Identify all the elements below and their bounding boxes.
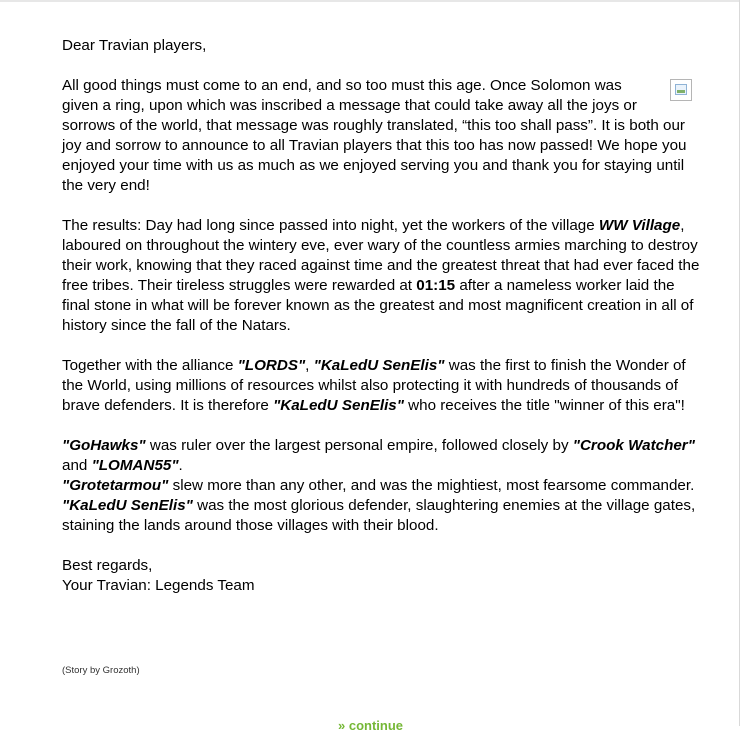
runner-up-2: "LOMAN55" (91, 457, 179, 474)
attacker-text: slew more than any other, and was the mightiest, most fearsome commander. (168, 477, 695, 494)
defender-text: was the most glorious defender, slaughtering enemies at the village gates, staining the lands around those villages with their blood. (62, 497, 696, 534)
right-divider (739, 0, 740, 726)
paragraph-results (62, 216, 702, 336)
announcement-letter (62, 36, 702, 596)
empire-player: "GoHawks" (62, 437, 146, 454)
greeting: Dear Travian players, (62, 37, 207, 54)
period-text: . (178, 457, 183, 474)
empire-text: was ruler over the largest personal empire, followed closely by (145, 437, 573, 454)
defender-player: "KaLedU SenElis" (62, 497, 193, 514)
winner-text-1: Together with the alliance (62, 357, 238, 374)
winner-name-2: "KaLedU SenElis" (273, 397, 404, 414)
continue-link[interactable]: » continue (338, 718, 404, 733)
finish-time: 01:15 (416, 277, 456, 294)
intro-text: All good things must come to an end, and so too must this age. Once Solomon was given a ring, upon which was inscribed a message that could take away all the joys or sorrows of the world, that message was roughly translated, “this too shall pass”. It is both our joy and sorrow to announce to all Travian players that this too has now passed! We hope you enjoyed your time with us as much as we enjoyed serving you and thank you for staying until the very end! (62, 77, 687, 194)
attacker-player: "Grotetarmou" (62, 477, 169, 494)
signature: Your Travian: Legends Team (62, 577, 255, 594)
village-name: WW Village (598, 217, 681, 234)
winner-text-2: , (305, 357, 314, 374)
broken-image-icon (670, 79, 692, 101)
paragraph-rankings (62, 436, 702, 536)
top-divider (0, 0, 740, 2)
winner-text-4: who receives the title "winner of this era"! (403, 397, 685, 414)
results-text-2: , laboured on throughout the wintery eve, ever wary of the countless armies marching to destroy their work, knowing that they raced against time and the greatest threat that had ever faced the free tribes. Their tireless struggles were rewarded at (62, 217, 700, 294)
story-credit: (Story by Grozoth) (62, 665, 140, 676)
winner-name: "KaLedU SenElis" (313, 357, 445, 374)
results-text-1: The results: Day had long since passed into night, yet the workers of the village (62, 217, 599, 234)
alliance-name: "LORDS" (237, 357, 306, 374)
winner-text-3: was the first to finish the Wonder of the World, using millions of resources whilst also protecting it with hundreds of thousands of brave defenders. It is therefore (62, 357, 686, 414)
and-text: and (62, 457, 92, 474)
runner-up-1: "Crook Watcher" (572, 437, 695, 454)
results-text-3: after a nameless worker laid the final stone in what will be forever known as the greatest and most magnificent creation in all of history since the fall of the Natars. (62, 277, 694, 334)
closing: Best regards, (62, 557, 153, 574)
paragraph-winner (62, 356, 702, 416)
paragraph-intro (62, 76, 702, 196)
